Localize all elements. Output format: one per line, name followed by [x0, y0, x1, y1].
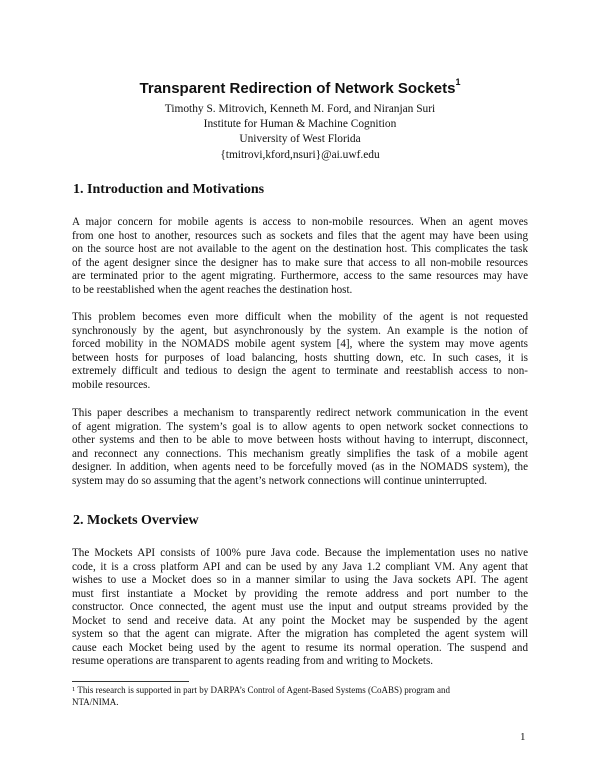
- text-line: A major concern for mobile agents is access to non-mobile resources. When an agent moves: [72, 216, 528, 228]
- text-line: to be reestablished when the agent reaches the destination host.: [72, 283, 353, 296]
- paper-title: [0, 77, 600, 97]
- text-line: This paper describes a mechanism to transparently redirect network communication in the event: [72, 407, 528, 419]
- text-line: extremely difficult and tedious to design the agent to terminate and reestablish access to non-: [72, 365, 528, 377]
- text-line: code, it is a cross platform API and can be used by any Java 1.2 compliant VM. Any agent that: [72, 560, 528, 573]
- paper-title-text: Transparent Redirection of Network Sockets: [139, 80, 456, 97]
- title-footnote-mark: 1: [455, 77, 461, 87]
- paragraph-intro-1: [72, 216, 528, 297]
- text-line: and reconnect any connections. This mechanism greatly simplifies the task of a mobile agent: [72, 447, 528, 460]
- text-line: of the agent designer since the designer has to make sure that access to all non-mobile resources: [72, 256, 528, 269]
- author-emails: {tmitrovi,kford,nsuri}@ai.uwf.edu: [220, 148, 380, 161]
- text-line: between hosts for purposes of load balancing, hosts shutting down, etc. In such cases, it is: [72, 351, 528, 364]
- text-line: designer. In addition, when agents need to be forcefully moved (as in the NOMADS system), the: [72, 461, 528, 473]
- text-line: on the source host are not available to the agent on the destination host. This complicates the task: [72, 243, 528, 255]
- author-institute: Institute for Human & Machine Cognition: [203, 118, 397, 131]
- text-line: forced mobility in the NOMADS mobile agent system [4], where the system may move agents: [72, 338, 528, 350]
- text-line: Mocket to send and receive data. At any point the Mocket may be suspended by the agent: [72, 614, 528, 627]
- text-line: cause each Mocket being used by the agent to resume its normal operation. The suspend and: [72, 641, 528, 654]
- paragraph-mockets-1: [72, 547, 528, 669]
- author-university: University of West Florida: [239, 133, 361, 146]
- text-line: synchronously by the agent, but asynchronously by the system. An example is the notion of: [72, 324, 528, 337]
- paragraph-intro-3: [72, 407, 528, 488]
- text-line: The Mockets API consists of 100% pure Java code. Because the implementation uses no native: [72, 547, 528, 559]
- text-line: are terminated prior to the agent migrating. Furthermore, access to the same resources may have: [72, 270, 528, 282]
- section-heading-mockets: 2. Mockets Overview: [73, 513, 199, 528]
- text-line: resume operations are transparent to agents reading from and writing to Mockets.: [72, 655, 434, 667]
- footnote-mark: 1: [72, 686, 76, 693]
- text-line: system may do so assuming that the agent’s network connections will continue uninterrupted.: [72, 474, 488, 487]
- footnote-line: [72, 684, 528, 696]
- text-line: must first instantiate a Mocket by providing the remote address and port number to the: [72, 587, 528, 600]
- author-block: [0, 102, 600, 163]
- footnote-line: NTA/NIMA.: [72, 697, 119, 707]
- footnote-divider: [72, 681, 189, 682]
- paragraph-intro-2: [72, 311, 528, 392]
- page-number: 1: [520, 731, 526, 743]
- footnote: [72, 684, 528, 708]
- text-line: This problem becomes even more difficult when the mobility of the agent is not requested: [72, 311, 528, 323]
- text-line: from one host to another, resources such as sockets and files that the agent may have been using: [72, 229, 528, 242]
- text-line: other systems and then to be able to move between hosts without having to interrupt, disconnect,: [72, 434, 528, 446]
- author-names: Timothy S. Mitrovich, Kenneth M. Ford, and Niranjan Suri: [164, 103, 436, 115]
- text-line: system so that the agent can migrate. After the migration has completed the agent system will: [72, 628, 528, 640]
- text-line: of agent migration. The system’s goal is to allow agents to open network socket connections to: [72, 420, 528, 433]
- text-line: constructor. Once connected, the agent must use the input and output streams provided by the: [72, 601, 528, 613]
- text-line: mobile resources.: [72, 378, 151, 391]
- text-line: wishes to use a Mocket does so in a manner similar to using the Java sockets API. The agent: [72, 574, 528, 586]
- footnote-text: This research is supported in part by DARPA’s Control of Agent-Based Systems (CoABS) program and: [77, 685, 450, 695]
- section-heading-introduction: 1. Introduction and Motivations: [73, 182, 265, 197]
